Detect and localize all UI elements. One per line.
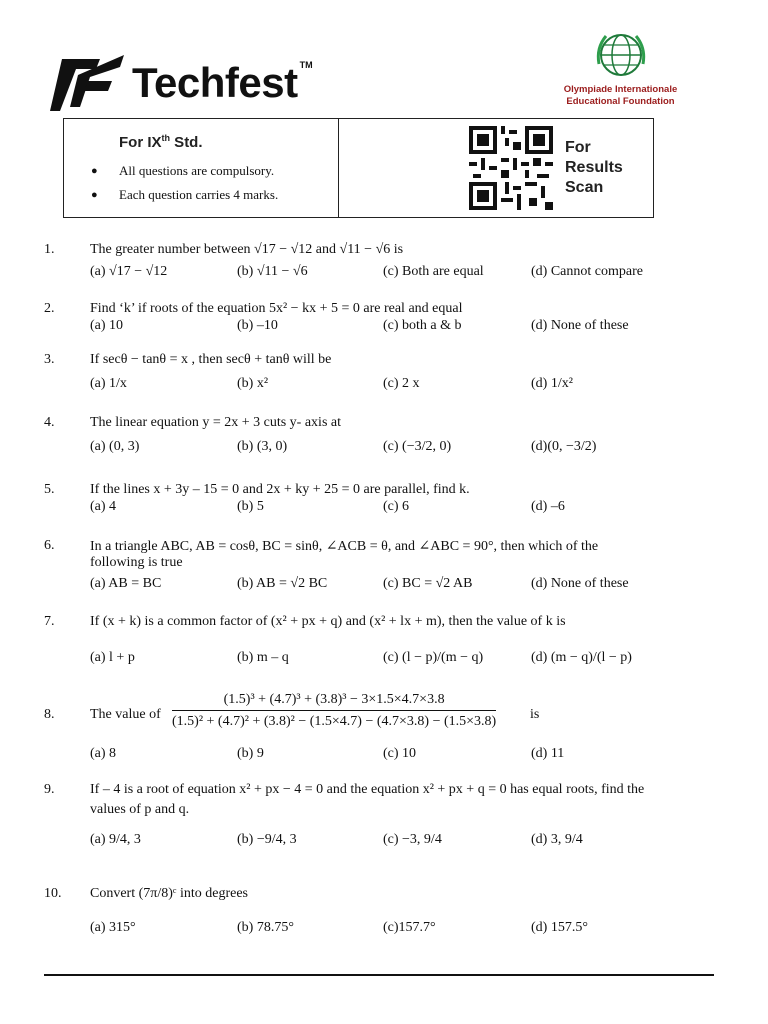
techfest-logo bbox=[50, 50, 313, 116]
option-c: (c) BC = √2 AB bbox=[383, 576, 473, 591]
question-number: 4. bbox=[44, 415, 55, 430]
question-number: 10. bbox=[44, 886, 62, 901]
scan-label: For Results Scan bbox=[565, 139, 623, 196]
question-number: 2. bbox=[44, 301, 55, 316]
standard-title: For IXth Std. bbox=[119, 133, 203, 151]
question-text: If the lines x + 3y – 15 = 0 and 2x + ky + 25 = 0 are parallel, find k. bbox=[90, 482, 470, 497]
fraction-denominator: (1.5)² + (4.7)² + (3.8)² − (1.5×4.7) − (4.7×3.8) − (1.5×3.8) bbox=[172, 714, 497, 729]
option-c: (c) both a & b bbox=[383, 318, 462, 333]
question-text: The greater number between √17 − √12 and √11 − √6 is bbox=[90, 242, 404, 257]
question-number: 5. bbox=[44, 482, 55, 497]
question-number: 9. bbox=[44, 782, 55, 797]
option-b: (b) 5 bbox=[237, 499, 264, 514]
footer-divider bbox=[44, 974, 714, 976]
question-text: Convert (7π/8)ᶜ into degrees bbox=[90, 886, 248, 901]
option-a: (a) 8 bbox=[90, 746, 117, 761]
instructions-box bbox=[63, 118, 654, 218]
option-b: (b) (3, 0) bbox=[237, 439, 288, 454]
org-name-line1: Olympiade Internationale bbox=[563, 84, 678, 95]
question-text-continued: values of p and q. bbox=[90, 802, 190, 817]
option-b: (b) –10 bbox=[237, 318, 278, 333]
option-d: (d) None of these bbox=[531, 318, 629, 333]
question-tail: is bbox=[530, 707, 540, 722]
question-text: In a triangle ABC, AB = cosθ, BC = sinθ, ∠ACB = θ, and ∠ABC = 90°, then which of the bbox=[90, 539, 599, 554]
option-c: (c) (l − p)/(m − q) bbox=[383, 650, 484, 665]
rule-marks: ● Each question carries 4 marks. bbox=[119, 183, 338, 207]
brand-name: Techfest bbox=[132, 59, 298, 106]
option-a: (a) (0, 3) bbox=[90, 439, 140, 454]
question-number: 1. bbox=[44, 242, 55, 257]
fraction-expression bbox=[172, 692, 496, 730]
option-d: (d) 1/x² bbox=[531, 376, 573, 391]
question-text: Find ‘k’ if roots of the equation 5x² − kx + 5 = 0 are real and equal bbox=[90, 301, 463, 316]
option-c: (c)157.7° bbox=[383, 920, 436, 935]
globe-icon bbox=[594, 28, 648, 82]
trademark: TM bbox=[299, 60, 313, 70]
option-b: (b) 78.75° bbox=[237, 920, 294, 935]
results-panel bbox=[339, 119, 653, 217]
option-d: (d) –6 bbox=[531, 499, 565, 514]
option-a: (a) 315° bbox=[90, 920, 136, 935]
qr-code-icon bbox=[469, 126, 553, 210]
option-c: (c) 2 x bbox=[383, 376, 420, 391]
option-c: (c) −3, 9/4 bbox=[383, 832, 442, 847]
option-a: (a) l + p bbox=[90, 650, 135, 665]
option-a: (a) 9/4, 3 bbox=[90, 832, 141, 847]
fraction-numerator: (1.5)³ + (4.7)³ + (3.8)³ − 3×1.5×4.7×3.8 bbox=[172, 692, 496, 711]
option-d: (d)(0, −3/2) bbox=[531, 439, 597, 454]
option-b: (b) −9/4, 3 bbox=[237, 832, 297, 847]
rule-compulsory: ● All questions are compulsory. bbox=[119, 159, 338, 183]
option-a: (a) AB = BC bbox=[90, 576, 162, 591]
option-a: (a) 1/x bbox=[90, 376, 127, 391]
question-number: 8. bbox=[44, 707, 55, 722]
question-number: 7. bbox=[44, 614, 55, 629]
question-text: If secθ − tanθ = x , then secθ + tanθ will be bbox=[90, 352, 332, 367]
techfest-logo-icon bbox=[50, 51, 128, 115]
question-text-continued: following is true bbox=[90, 555, 183, 570]
question-text: The value of bbox=[90, 707, 161, 722]
question-text: If (x + k) is a common factor of (x² + px + q) and (x² + lx + m), then the value of k is bbox=[90, 614, 566, 629]
option-b: (b) m – q bbox=[237, 650, 289, 665]
option-d: (d) (m − q)/(l − p) bbox=[531, 650, 632, 665]
option-a: (a) 10 bbox=[90, 318, 124, 333]
option-a: (a) 4 bbox=[90, 499, 117, 514]
option-d: (d) Cannot compare bbox=[531, 264, 643, 279]
option-b: (b) 9 bbox=[237, 746, 264, 761]
option-d: (d) 11 bbox=[531, 746, 565, 761]
question-number: 3. bbox=[44, 352, 55, 367]
org-name-line2: Educational Foundation bbox=[566, 96, 675, 107]
option-d: (d) None of these bbox=[531, 576, 629, 591]
option-d: (d) 157.5° bbox=[531, 920, 588, 935]
option-c: (c) Both are equal bbox=[383, 264, 484, 279]
option-b: (b) AB = √2 BC bbox=[237, 576, 328, 591]
option-c: (c) (−3/2, 0) bbox=[383, 439, 452, 454]
question-number: 6. bbox=[44, 538, 55, 553]
option-a: (a) √17 − √12 bbox=[90, 264, 168, 279]
question-text: If – 4 is a root of equation x² + px − 4 = 0 and the equation x² + px + q = 0 has equal roots, find the bbox=[90, 782, 645, 797]
option-d: (d) 3, 9/4 bbox=[531, 832, 583, 847]
organization-logo bbox=[548, 28, 693, 108]
option-b: (b) √11 − √6 bbox=[237, 264, 308, 279]
instructions-panel bbox=[64, 119, 339, 217]
option-c: (c) 6 bbox=[383, 499, 410, 514]
option-b: (b) x² bbox=[237, 376, 269, 391]
question-text: The linear equation y = 2x + 3 cuts y- axis at bbox=[90, 415, 342, 430]
option-c: (c) 10 bbox=[383, 746, 417, 761]
